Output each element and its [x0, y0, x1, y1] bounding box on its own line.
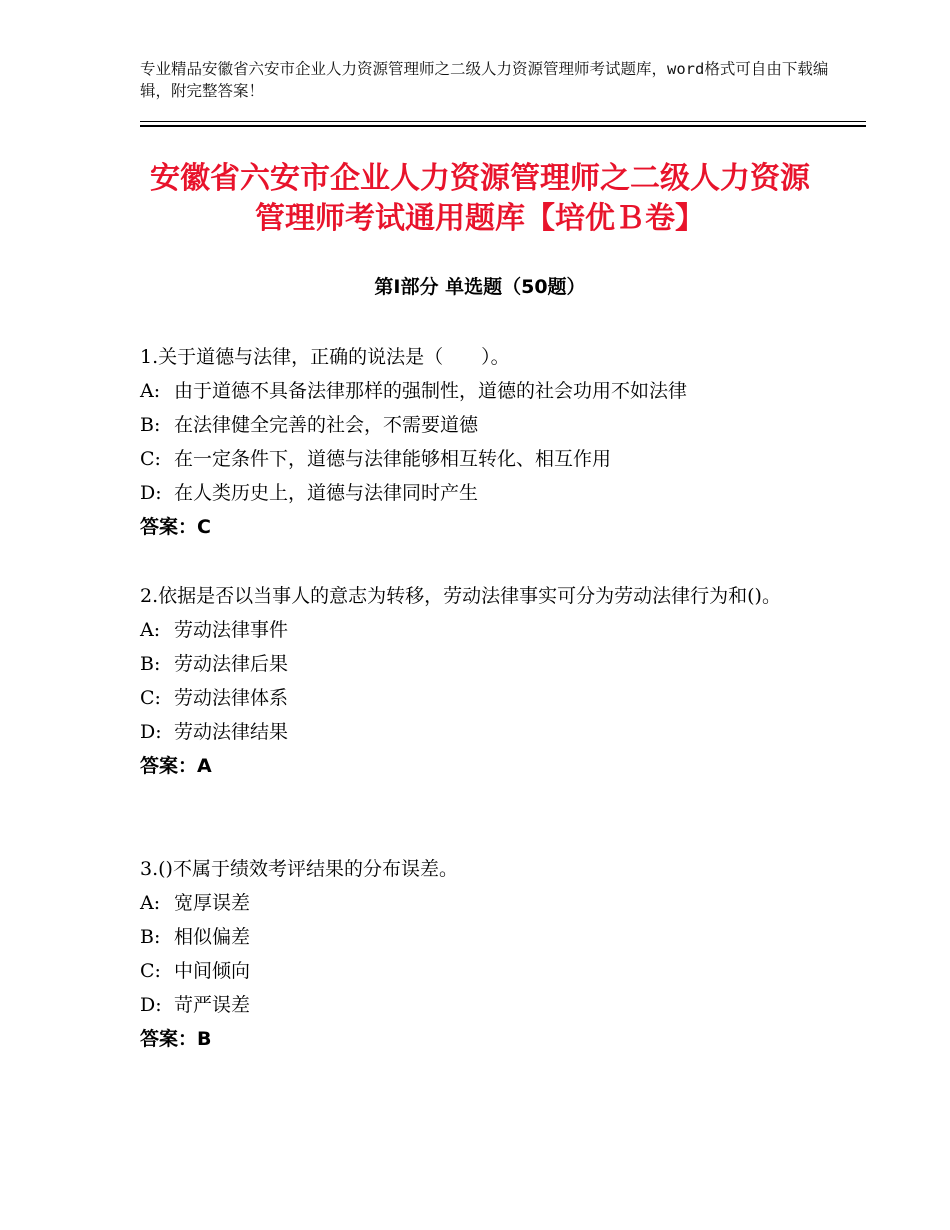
option-text: 宽厚误差	[174, 892, 251, 914]
option-b	[140, 408, 810, 442]
option-text: 相似偏差	[174, 926, 251, 948]
question-stem: 1.关于道德与法律，正确的说法是（ ）。	[140, 346, 510, 368]
option-letter: A:	[140, 619, 161, 641]
question-1	[140, 340, 810, 544]
option-letter: C:	[140, 448, 161, 470]
option-text: 在法律健全完善的社会，不需要道德	[174, 414, 479, 436]
option-c	[140, 681, 810, 715]
option-text: 在人类历史上，道德与法律同时产生	[174, 482, 479, 504]
option-b	[140, 647, 810, 681]
option-d	[140, 715, 810, 749]
option-text: 苛严误差	[174, 994, 251, 1016]
option-letter: D:	[140, 721, 162, 743]
option-text: 中间倾向	[174, 960, 251, 982]
option-b	[140, 920, 810, 954]
answer-label: 答案：C	[140, 516, 211, 538]
option-text: 劳动法律事件	[174, 619, 289, 641]
option-text: 劳动法律结果	[174, 721, 289, 743]
answer-label: 答案：B	[140, 1028, 212, 1050]
option-text: 劳动法律体系	[174, 687, 289, 709]
header-divider-thick	[140, 125, 866, 127]
document-title: 安徽省六安市企业人力资源管理师之二级人力资源管理师考试通用题库【培优Ｂ卷】	[150, 161, 810, 236]
option-c	[140, 954, 810, 988]
option-letter: B:	[140, 926, 161, 948]
section-title: 第Ⅰ部分 单选题（50题）	[374, 276, 586, 298]
option-c	[140, 442, 810, 476]
option-letter: A:	[140, 892, 161, 914]
header-note: 专业精品安徽省六安市企业人力资源管理师之二级人力资源管理师考试题库，word格式可自由下载编辑，附完整答案！	[140, 60, 829, 100]
option-a	[140, 613, 810, 647]
option-a	[140, 886, 810, 920]
option-letter: C:	[140, 687, 161, 709]
question-stem: 2.依据是否以当事人的意志为转移，劳动法律事实可分为劳动法律行为和()。	[140, 585, 781, 607]
option-letter: D:	[140, 994, 162, 1016]
question-2	[140, 579, 810, 783]
option-letter: A:	[140, 380, 161, 402]
option-letter: C:	[140, 960, 161, 982]
answer-label: 答案：A	[140, 755, 212, 777]
option-a	[140, 374, 810, 408]
option-d	[140, 988, 810, 1022]
option-letter: B:	[140, 653, 161, 675]
option-text: 由于道德不具备法律那样的强制性，道德的社会功用不如法律	[174, 380, 688, 402]
option-text: 在一定条件下，道德与法律能够相互转化、相互作用	[174, 448, 612, 470]
option-text: 劳动法律后果	[174, 653, 289, 675]
question-3	[140, 852, 810, 1056]
header-divider-thin	[140, 121, 866, 122]
question-stem: 3.()不属于绩效考评结果的分布误差。	[140, 858, 458, 880]
option-letter: B:	[140, 414, 161, 436]
option-d	[140, 476, 810, 510]
option-letter: D:	[140, 482, 162, 504]
